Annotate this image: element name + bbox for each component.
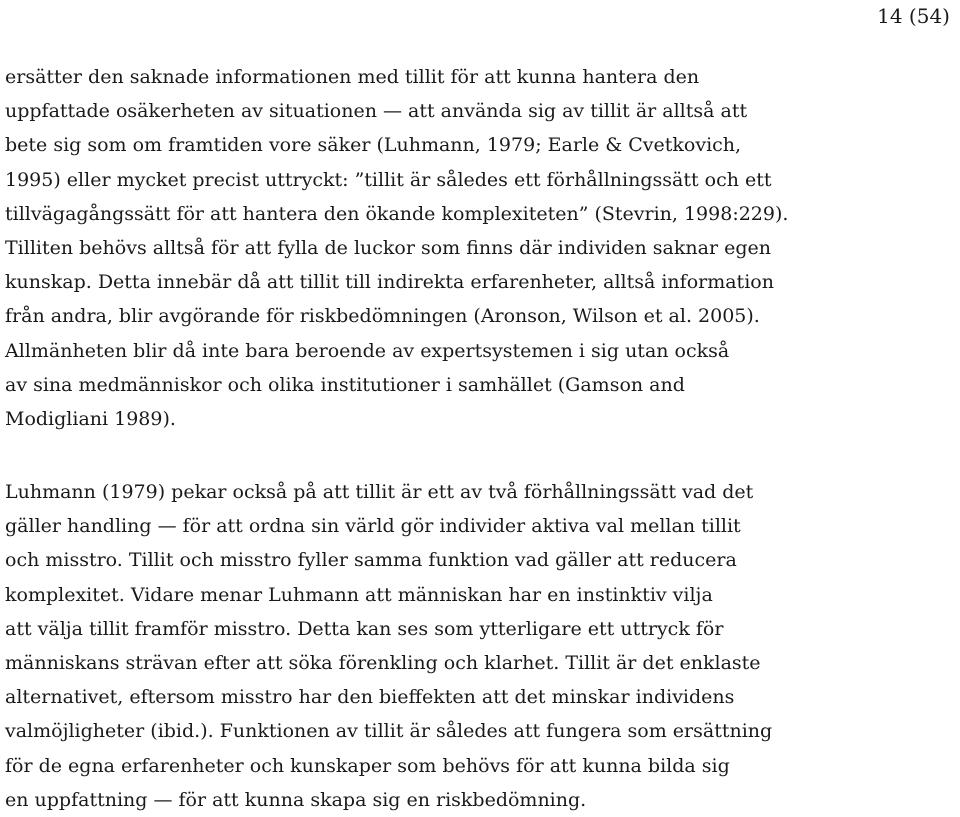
text-line: av sina medmänniskor och olika institutioner i samhället (Gamson and: [5, 373, 685, 396]
text-line: 1995) eller mycket precist uttryckt: ”tillit är således ett förhållningssätt och ett: [5, 168, 772, 191]
text-line: kunskap. Detta innebär då att tillit till indirekta erfarenheter, alltså information: [5, 271, 774, 294]
text-line: ersätter den saknade informationen med tillit för att kunna hantera den: [5, 66, 700, 88]
paragraph-1: [5, 60, 788, 436]
paragraph-2: [5, 475, 772, 817]
text-line: Tilliten behövs alltså för att fylla de luckor som finns där individen saknar egen: [5, 237, 771, 260]
text-line: valmöjligheter (ibid.). Funktionen av tillit är således att fungera som ersättning: [5, 720, 773, 743]
text-line: Modigliani 1989).: [5, 408, 176, 431]
text-line: gäller handling — för att ordna sin värld gör individer aktiva val mellan tillit: [5, 515, 741, 538]
text-line: komplexitet. Vidare menar Luhmann att människan har en instinktiv vilja: [5, 583, 713, 606]
page-number: 14 (54): [877, 4, 950, 28]
text-line: tillvägagångssätt för att hantera den ökande komplexiteten” (Stevrin, 1998:229).: [5, 202, 789, 225]
text-line: bete sig som om framtiden vore säker (Luhmann, 1979; Earle & Cvetkovich,: [5, 134, 742, 157]
text-line: från andra, blir avgörande för riskbedömningen (Aronson, Wilson et al. 2005).: [5, 305, 760, 328]
text-line: för de egna erfarenheter och kunskaper som behövs för att kunna bilda sig: [5, 754, 730, 777]
text-line: Luhmann (1979) pekar också på att tillit är ett av två förhållningssätt vad det: [5, 481, 754, 503]
text-line: människans strävan efter att söka förenkling och klarhet. Tillit är det enklaste: [5, 652, 761, 675]
text-line: alternativet, eftersom misstro har den bieffekten att det minskar individens: [5, 686, 735, 709]
text-line: Allmänheten blir då inte bara beroende av expertsystemen i sig utan också: [5, 339, 730, 362]
text-line: att välja tillit framför misstro. Detta kan ses som ytterligare ett uttryck för: [5, 617, 724, 640]
text-line: och misstro. Tillit och misstro fyller samma funktion vad gäller att reducera: [5, 549, 737, 572]
text-line: uppfattade osäkerheten av situationen — att använda sig av tillit är alltså att: [5, 100, 748, 123]
text-line: en uppfattning — för att kunna skapa sig en riskbedömning.: [5, 788, 587, 811]
